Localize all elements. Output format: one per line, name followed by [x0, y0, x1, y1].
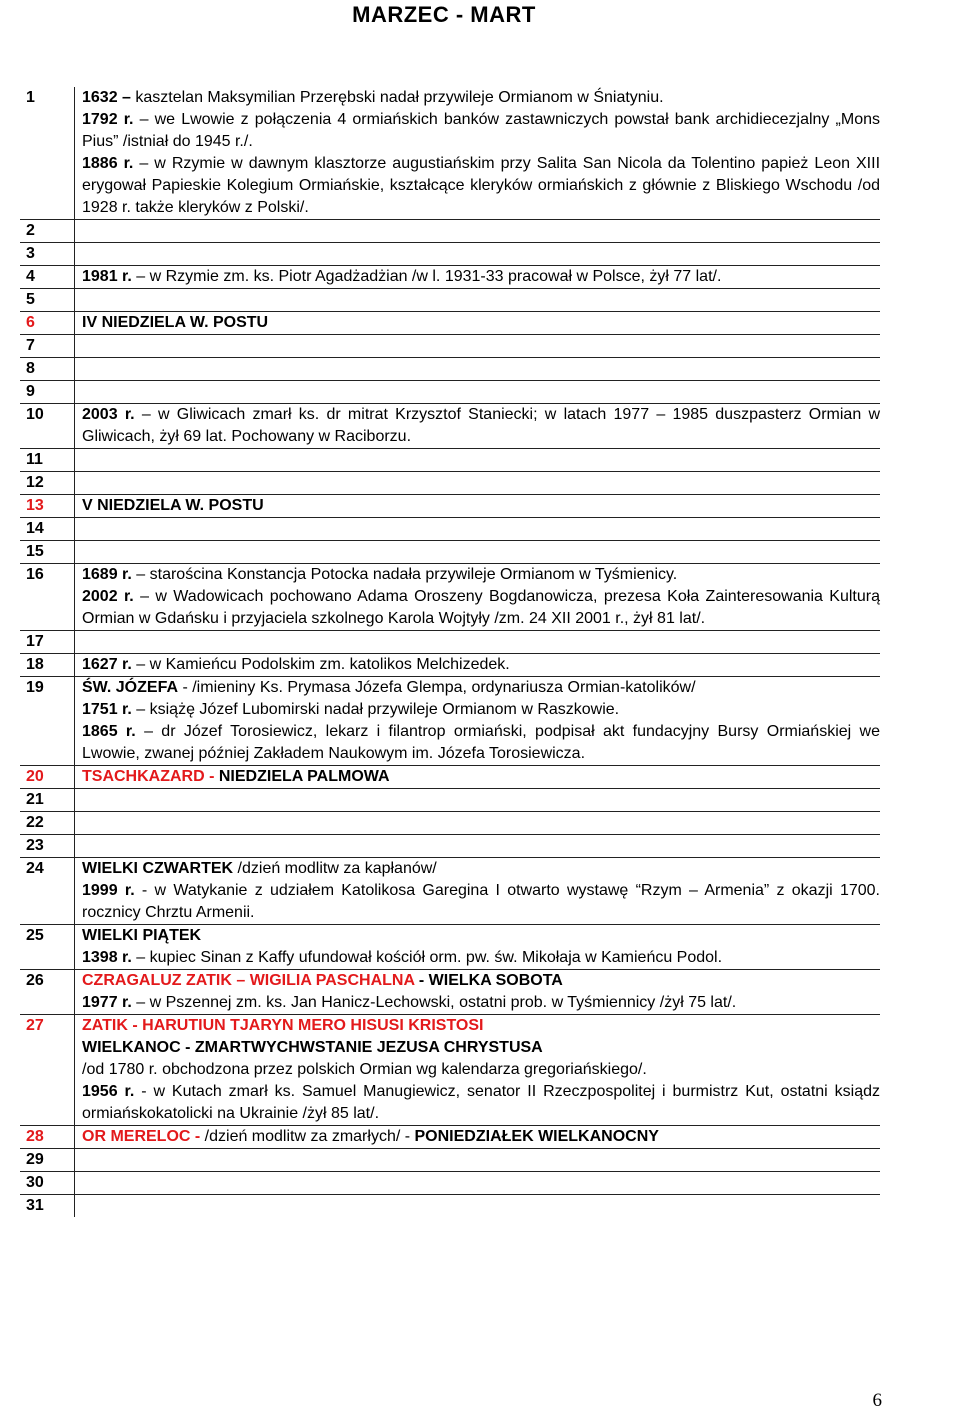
day-entries: [74, 1126, 880, 1148]
entry-text: – w Wadowicach pochowano Adama Oroszeny Bogdanowicza, prezesa Koła Zainteresowania Kulturą Ormian w Gdańsku i przyjaciela szkolnego Karola Wojtyły /zm. 24 XII 2001 r., żył 81 lat/.: [82, 588, 881, 627]
day-entries: [74, 677, 880, 765]
entry-text: – w Pszennej zm. ks. Jan Hanicz-Lechowski, ostatni prob. w Tyśmiennicy /żył 75 lat/.: [131, 994, 737, 1011]
entry-text: – książę Józef Lubomirski nadał przywileje Ormianom w Raszkowie.: [131, 701, 620, 718]
day-number: 1: [26, 89, 35, 106]
calendar-row: [20, 266, 880, 289]
entry-text: 1632 –: [82, 89, 131, 106]
entry-text: NIEDZIELA PALMOWA: [218, 768, 390, 785]
day-number: 19: [26, 679, 44, 696]
entry-text: – kupiec Sinan z Kaffy ufundował kościół orm. pw. św. Mikołaja w Kamieńcu Podol.: [131, 949, 723, 966]
day-number: 17: [26, 633, 44, 650]
day-entries: [74, 631, 880, 653]
day-entries: [74, 518, 880, 540]
day-number: 27: [26, 1017, 44, 1034]
day-entries: [74, 381, 880, 403]
day-number: 28: [26, 1128, 44, 1145]
day-number: 26: [26, 972, 44, 989]
day-number: 4: [26, 268, 35, 285]
calendar-row: [20, 1015, 880, 1126]
day-number: 11: [26, 451, 43, 468]
entry-text: ZATIK - HARUTIUN TJARYN MERO HISUSI KRISTOSI: [82, 1017, 484, 1034]
entry-text: 1865 r.: [82, 723, 136, 740]
day-entries: [74, 243, 880, 265]
calendar-row: [20, 1149, 880, 1172]
entry-line: [82, 721, 880, 765]
entry-text: - /imieniny Ks. Prymasa Józefa Glempa, ordynariusza Ormian-katolików/: [178, 679, 696, 696]
day-entries: [74, 312, 880, 334]
entry-text: OR MERELOC -: [82, 1128, 201, 1145]
entry-text: – w Gliwicach zmarł ks. dr mitrat Krzysztof Staniecki; w latach 1977 – 1985 duszpasterz Ormian w Gliwicach, żył 69 lat. Pochowany w Raciborzu.: [82, 406, 881, 445]
day-number: 30: [26, 1174, 44, 1191]
day-entries: [74, 266, 880, 288]
day-number: 8: [26, 360, 35, 377]
entry-line: [82, 947, 880, 969]
entry-text: - w Kutach zmarł ks. Samuel Manugiewicz, senator II Rzeczpospolitej i burmistrz Kut, ostatni ksiądz ormiańskokatolicki na Ukrainie /żył 85 lat/.: [82, 1083, 880, 1122]
entry-line: [82, 404, 880, 448]
calendar-row: [20, 449, 880, 472]
entry-text: /dzień modlitw za zmarłych/ -: [200, 1128, 415, 1145]
entry-text: 1627 r.: [82, 656, 132, 673]
day-entries: [74, 1195, 880, 1217]
day-number: 12: [26, 474, 44, 491]
entry-text: – w Rzymie zm. ks. Piotr Agadżadżian /w l. 1931-33 pracował w Polsce, żył 77 lat/.: [131, 268, 722, 285]
day-entries: [74, 925, 880, 969]
calendar-row: [20, 335, 880, 358]
calendar-row: [20, 1126, 880, 1149]
calendar-row: [20, 289, 880, 312]
entry-line: [82, 312, 880, 334]
entry-text: ŚW. JÓZEFA: [82, 679, 179, 696]
calendar-row: [20, 312, 880, 335]
entry-line: [82, 858, 880, 880]
entry-line: [82, 1015, 880, 1037]
day-entries: [74, 970, 880, 1014]
page-title: MARZEC - MART: [352, 2, 536, 27]
entry-line: [82, 586, 880, 630]
day-entries: [74, 835, 880, 857]
entry-text: 1398 r.: [82, 949, 132, 966]
calendar-row: [20, 243, 880, 266]
entry-text: – starościna Konstancja Potocka nadała przywileje Ormianom w Tyśmienicy.: [131, 566, 678, 583]
entry-line: [82, 564, 880, 586]
day-number: 24: [26, 860, 44, 877]
day-number: 10: [26, 406, 44, 423]
calendar-table: [20, 87, 880, 1217]
day-entries: [74, 1149, 880, 1171]
day-entries: [74, 472, 880, 494]
day-number: 31: [26, 1197, 44, 1214]
calendar-row: [20, 925, 880, 970]
calendar-row: [20, 495, 880, 518]
calendar-row: [20, 541, 880, 564]
entry-line: [82, 1126, 880, 1148]
entry-line: [82, 654, 880, 676]
day-entries: [74, 766, 880, 788]
calendar-row: [20, 404, 880, 449]
calendar-row: [20, 812, 880, 835]
calendar-row: [20, 970, 880, 1015]
entry-line: [82, 495, 880, 517]
calendar-row: [20, 220, 880, 243]
calendar-row: [20, 677, 880, 766]
day-number: 13: [26, 497, 44, 514]
entry-text: 1981 r.: [82, 268, 132, 285]
calendar-row: [20, 789, 880, 812]
entry-text: - w Watykanie z udziałem Katolikosa Garegina I otwarto wystawę “Rzym – Armenia” z okazji 1700. rocznicy Chrztu Armenii.: [82, 882, 881, 921]
day-entries: [74, 789, 880, 811]
day-entries: [74, 289, 880, 311]
day-number: 2: [26, 222, 35, 239]
day-number: 25: [26, 927, 44, 944]
entry-text: /dzień modlitw za kapłanów/: [233, 860, 437, 877]
entry-text: WIELKANOC - ZMARTWYCHWSTANIE JEZUSA CHRYSTUSA: [82, 1039, 543, 1056]
calendar-row: [20, 654, 880, 677]
day-number: 23: [26, 837, 44, 854]
day-number: 6: [26, 314, 35, 331]
entry-text: WIELKI CZWARTEK: [82, 860, 234, 877]
page-number: 6: [872, 1390, 882, 1411]
day-entries: [74, 564, 880, 630]
entry-text: TSACHKAZARD -: [82, 768, 219, 785]
entry-text: CZRAGALUZ ZATIK – WIGILIA PASCHALNA: [82, 972, 415, 989]
calendar-row: [20, 1195, 880, 1217]
day-number: 21: [26, 791, 44, 808]
entry-line: [82, 925, 880, 947]
day-number: 14: [26, 520, 44, 537]
day-number: 7: [26, 337, 35, 354]
entry-line: [82, 766, 880, 788]
entry-text: – we Lwowie z połączenia 4 ormiańskich banków zastawniczych powstał bank archidiecezjalny „Mons Pius” /istniał do 1945 r./.: [82, 111, 880, 150]
day-entries: [74, 404, 880, 448]
day-entries: [74, 335, 880, 357]
calendar-row: [20, 1172, 880, 1195]
entry-line: [82, 1059, 880, 1081]
entry-line: [82, 109, 880, 153]
calendar-row: [20, 358, 880, 381]
day-number: 16: [26, 566, 44, 583]
day-number: 29: [26, 1151, 44, 1168]
calendar-row: [20, 518, 880, 541]
entry-line: [82, 1037, 880, 1059]
day-number: 18: [26, 656, 44, 673]
day-entries: [74, 449, 880, 471]
entry-text: 1689 r.: [82, 566, 132, 583]
entry-text: kasztelan Maksymilian Przerębski nadał przywileje Ormianom w Śniatyniu.: [130, 89, 664, 106]
calendar-row: [20, 564, 880, 631]
entry-text: 1751 r.: [82, 701, 132, 718]
day-entries: [74, 858, 880, 924]
entry-text: – dr Józef Torosiewicz, lekarz i filantrop ormiański, podpisał akt fundacyjny Bursy Ormiańskiej we Lwowie, zwanej później Zakładem Naukowym im. Józefa Torosiewicza.: [82, 723, 881, 762]
entry-text: 1977 r.: [82, 994, 132, 1011]
entry-line: [82, 266, 880, 288]
day-entries: [74, 1172, 880, 1194]
entry-text: – w Rzymie w dawnym klasztorze augustiańskim przy Salita San Nicola da Tolentino papież Leon XIII erygował Papieskie Kolegium Ormiańskie, kształcące kleryków ormiańskich z głównie z Bliskiego Wschodu /od 1928 r. także kleryków z Polski/.: [82, 155, 881, 216]
day-entries: [74, 220, 880, 242]
day-number: 22: [26, 814, 44, 831]
entry-text: IV NIEDZIELA W. POSTU: [82, 314, 269, 331]
entry-line: [82, 1081, 880, 1125]
entry-text: 2003 r.: [82, 406, 135, 423]
entry-text: V NIEDZIELA W. POSTU: [82, 497, 264, 514]
day-entries: [74, 495, 880, 517]
calendar-row: [20, 381, 880, 404]
day-entries: [74, 654, 880, 676]
day-number: 15: [26, 543, 44, 560]
calendar-row: [20, 87, 880, 220]
day-entries: [74, 1015, 880, 1125]
entry-line: [82, 970, 880, 992]
calendar-row: [20, 472, 880, 495]
entry-text: WIELKI PIĄTEK: [82, 927, 202, 944]
day-entries: [74, 358, 880, 380]
day-entries: [74, 87, 880, 219]
calendar-row: [20, 858, 880, 925]
entry-text: 1999 r.: [82, 882, 135, 899]
day-number: 9: [26, 383, 35, 400]
entry-line: [82, 699, 880, 721]
entry-text: 1956 r.: [82, 1083, 135, 1100]
calendar-row: [20, 631, 880, 654]
entry-text: PONIEDZIAŁEK WIELKANOCNY: [414, 1128, 659, 1145]
day-number: 3: [26, 245, 35, 262]
entry-line: [82, 880, 880, 924]
day-number: 20: [26, 768, 44, 785]
calendar-row: [20, 766, 880, 789]
entry-text: - WIELKA SOBOTA: [414, 972, 563, 989]
entry-text: /od 1780 r. obchodzona przez polskich Ormian wg kalendarza gregoriańskiego/.: [82, 1061, 647, 1078]
entry-line: [82, 153, 880, 219]
day-entries: [74, 541, 880, 563]
calendar-row: [20, 835, 880, 858]
entry-text: 2002 r.: [82, 588, 134, 605]
entry-text: 1886 r.: [82, 155, 134, 172]
entry-line: [82, 992, 880, 1014]
entry-text: 1792 r.: [82, 111, 134, 128]
entry-text: – w Kamieńcu Podolskim zm. katolikos Melchizedek.: [131, 656, 510, 673]
day-number: 5: [26, 291, 35, 308]
day-entries: [74, 812, 880, 834]
entry-line: [82, 87, 880, 109]
entry-line: [82, 677, 880, 699]
